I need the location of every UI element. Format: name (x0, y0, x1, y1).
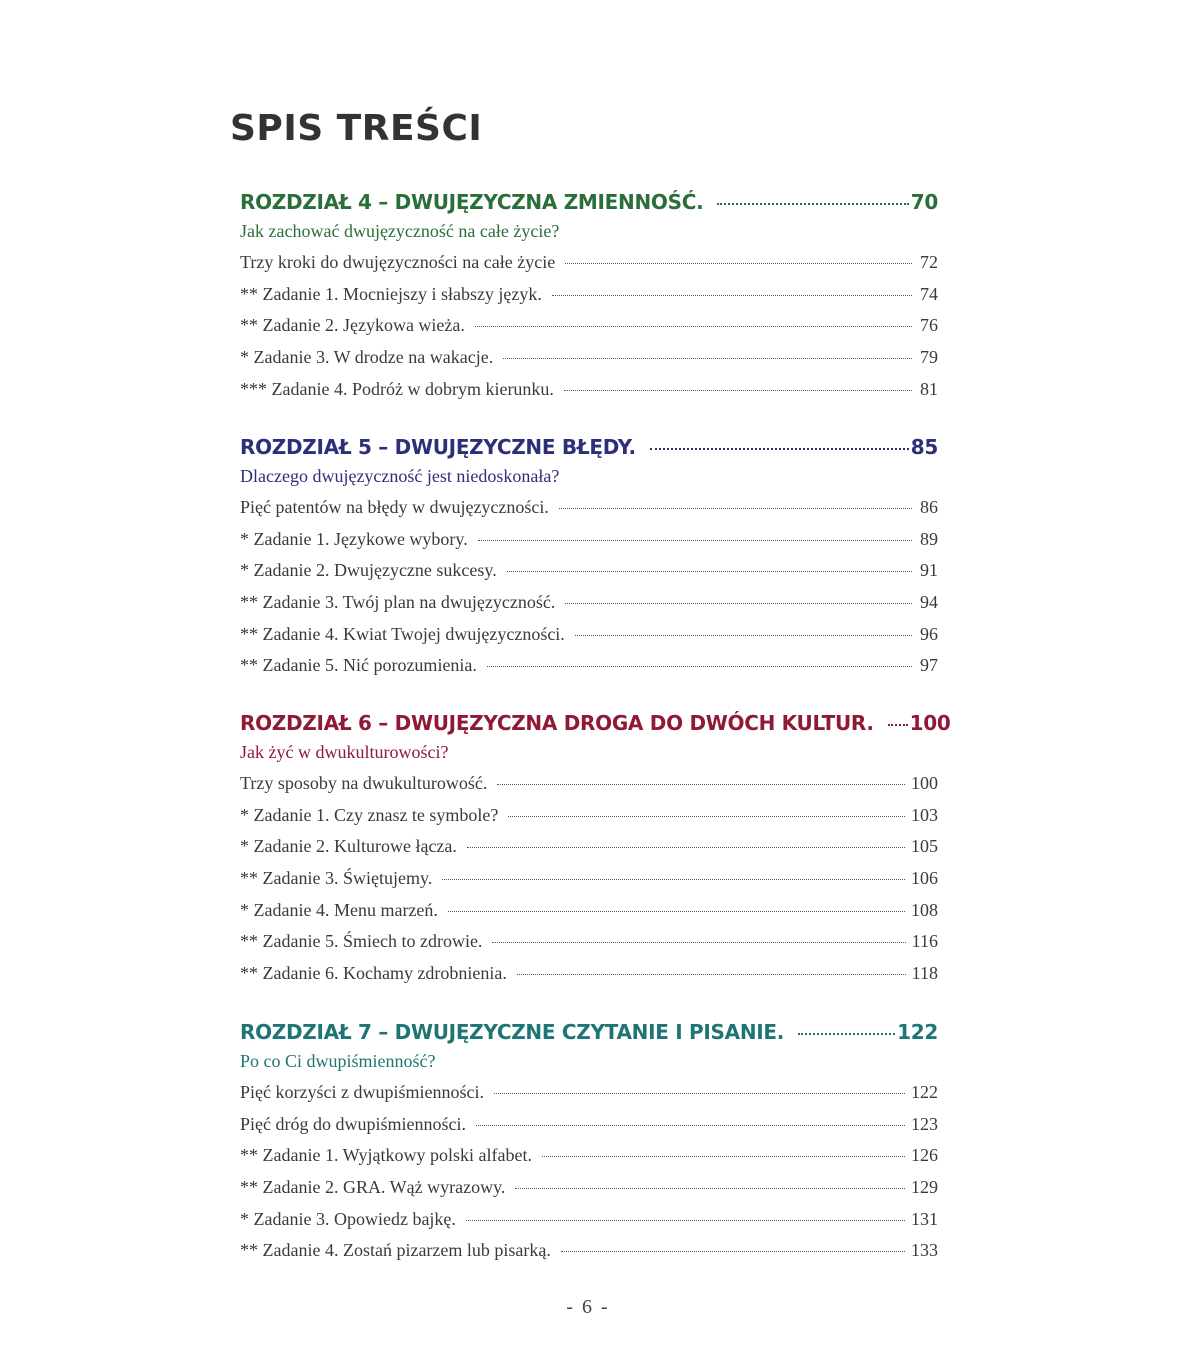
toc-entry (240, 1082, 938, 1114)
chapter-heading (240, 1020, 938, 1050)
leader-dots (559, 508, 912, 509)
toc-entry-label: * Zadanie 3. Opowiedz bajkę. (240, 1208, 456, 1229)
leader-dots (487, 666, 912, 667)
toc-entry (240, 963, 938, 995)
toc-entry-label: ** Zadanie 4. Kwiat Twojej dwujęzyczności. (240, 623, 565, 644)
toc-entry-label: Pięć dróg do dwupiśmienności. (240, 1113, 466, 1134)
leader-dots (503, 358, 912, 359)
page-number: - 6 - (566, 1296, 610, 1318)
toc-entry-label: ** Zadanie 5. Nić porozumienia. (240, 655, 477, 676)
toc-entry-page: 133 (911, 1240, 938, 1261)
leader-dots (565, 263, 912, 264)
chapter-subtitle: Jak żyć w dwukulturowości? (240, 742, 449, 762)
toc-entry-label: ** Zadanie 2. Językowa wieża. (240, 315, 465, 336)
leader-dots (561, 1251, 905, 1252)
chapter-heading (240, 711, 951, 741)
leader-dots (515, 1188, 905, 1189)
page-title: SPIS TREŚCI (230, 108, 483, 149)
toc-entry-page: 116 (911, 931, 938, 952)
toc-entry (240, 497, 938, 529)
leader-dots (542, 1156, 905, 1157)
chapter-heading (240, 190, 938, 220)
toc-entry-page: 94 (920, 592, 938, 613)
chapter-heading (240, 435, 938, 465)
chapter-page-number: 70 (910, 190, 938, 214)
toc-entry-page: 105 (911, 836, 938, 857)
chapter-4 (240, 190, 938, 410)
chapter-heading-label: ROZDZIAŁ 5 – DWUJĘZYCZNE BŁĘDY. (240, 435, 636, 459)
leader-dots (497, 784, 905, 785)
leader-dots (888, 724, 908, 726)
chapter-page-number: 100 (909, 711, 951, 735)
leader-dots (467, 847, 905, 848)
leader-dots (717, 203, 908, 205)
toc-entry-label: * Zadanie 1. Językowe wybory. (240, 528, 468, 549)
toc-entry-label: Pięć patentów na błędy w dwujęzyczności. (240, 497, 549, 517)
toc-entry (240, 560, 938, 592)
leader-dots (508, 816, 905, 817)
toc-entry-label: ** Zadanie 5. Śmiech to zdrowie. (240, 931, 483, 952)
toc-entry (240, 624, 938, 656)
chapter-7 (240, 1020, 938, 1272)
leader-dots (494, 1093, 905, 1094)
leader-dots (476, 1125, 905, 1126)
toc-entry-label: * Zadanie 2. Dwujęzyczne sukcesy. (240, 560, 497, 581)
toc-entry-page: 97 (920, 655, 938, 676)
toc-entry (240, 252, 938, 284)
chapter-heading-label: ROZDZIAŁ 7 – DWUJĘZYCZNE CZYTANIE I PISANIE. (240, 1020, 785, 1044)
toc-entry-label: * Zadanie 4. Menu marzeń. (240, 899, 438, 920)
toc-entry-page: 79 (920, 347, 938, 368)
toc-entry (240, 1177, 938, 1209)
toc-entry (240, 900, 938, 932)
toc-entry-label: Trzy kroki do dwujęzyczności na całe życie (240, 252, 556, 272)
toc-entry (240, 1145, 938, 1177)
toc-entry-label: ** Zadanie 1. Mocniejszy i słabszy język. (240, 283, 542, 304)
chapter-5 (240, 435, 938, 687)
toc-entry (240, 836, 938, 868)
toc-entry-page: 129 (911, 1177, 938, 1198)
toc-entry-label: Trzy sposoby na dwukulturowość. (240, 773, 488, 793)
leader-dots (448, 911, 905, 912)
toc-entry-label: * Zadanie 3. W drodze na wakacje. (240, 347, 494, 368)
toc-entry (240, 529, 938, 561)
chapter-page-number: 122 (897, 1020, 938, 1044)
toc-entry-page: 91 (920, 560, 938, 581)
toc-entry-page: 131 (911, 1208, 938, 1229)
leader-dots (650, 448, 909, 450)
leader-dots (564, 390, 912, 391)
toc-entry (240, 592, 938, 624)
toc-entry-page: 118 (911, 963, 938, 984)
toc-entry-label: *** Zadanie 4. Podróż w dobrym kierunku. (240, 378, 554, 399)
toc-entry-page: 103 (911, 804, 938, 825)
toc-entry-label: ** Zadanie 1. Wyjątkowy polski alfabet. (240, 1145, 533, 1166)
toc-entry-page: 72 (920, 252, 938, 272)
toc-entry-label: ** Zadanie 3. Twój plan na dwujęzyczność. (240, 592, 556, 613)
toc-entry-page: 74 (920, 283, 938, 304)
toc-entry-page: 86 (920, 497, 938, 517)
toc-entry-label: * Zadanie 1. Czy znasz te symbole? (240, 804, 499, 825)
toc-entry-label: ** Zadanie 3. Świętujemy. (240, 868, 433, 889)
leader-dots (442, 879, 905, 880)
toc-entry-label: * Zadanie 2. Kulturowe łącza. (240, 836, 457, 857)
toc-entry-page: 123 (911, 1113, 938, 1134)
toc-entry-page: 89 (920, 528, 938, 549)
chapter-heading-label: ROZDZIAŁ 4 – DWUJĘZYCZNA ZMIENNOŚĆ. (240, 190, 704, 214)
toc-entry-label: ** Zadanie 4. Zostań pizarzem lub pisarką. (240, 1240, 551, 1261)
toc-entry-page: 96 (920, 623, 938, 644)
toc-entry (240, 868, 938, 900)
chapter-subtitle: Jak zachować dwujęzyczność na całe życie? (240, 221, 560, 241)
toc-entry (240, 773, 938, 805)
chapter-6 (240, 711, 951, 995)
toc-entry (240, 284, 938, 316)
toc-entry (240, 315, 938, 347)
leader-dots (798, 1033, 895, 1035)
leader-dots (575, 635, 912, 636)
toc-entry (240, 655, 938, 687)
toc-entry (240, 347, 938, 379)
toc-entry-page: 76 (920, 315, 938, 336)
toc-entry-page: 108 (911, 899, 938, 920)
toc-entry-page: 81 (920, 378, 938, 399)
leader-dots (565, 603, 912, 604)
leader-dots (478, 540, 912, 541)
chapter-page-number: 85 (910, 435, 938, 459)
toc-entry (240, 805, 938, 837)
toc-entry-label: ** Zadanie 6. Kochamy zdrobnienia. (240, 963, 507, 984)
toc-entry (240, 1209, 938, 1241)
leader-dots (552, 295, 912, 296)
chapter-subtitle: Po co Ci dwupiśmienność? (240, 1051, 436, 1071)
leader-dots (517, 974, 906, 975)
toc-entry (240, 1240, 938, 1272)
chapter-subtitle: Dlaczego dwujęzyczność jest niedoskonała? (240, 466, 560, 486)
toc-entry-label: ** Zadanie 2. GRA. Wąż wyrazowy. (240, 1177, 506, 1198)
toc-entry-label: Pięć korzyści z dwupiśmienności. (240, 1082, 484, 1102)
toc-entry-page: 106 (911, 868, 938, 889)
toc-entry (240, 379, 938, 411)
leader-dots (492, 942, 905, 943)
chapter-heading-label: ROZDZIAŁ 6 – DWUJĘZYCZNA DROGA DO DWÓCH KULTUR. (240, 711, 874, 735)
toc-entry-page: 122 (911, 1082, 938, 1102)
leader-dots (475, 326, 912, 327)
toc-entry (240, 931, 938, 963)
leader-dots (507, 571, 912, 572)
leader-dots (466, 1220, 905, 1221)
toc-entry (240, 1114, 938, 1146)
toc-entry-page: 100 (911, 773, 938, 793)
toc-entry-page: 126 (911, 1145, 938, 1166)
